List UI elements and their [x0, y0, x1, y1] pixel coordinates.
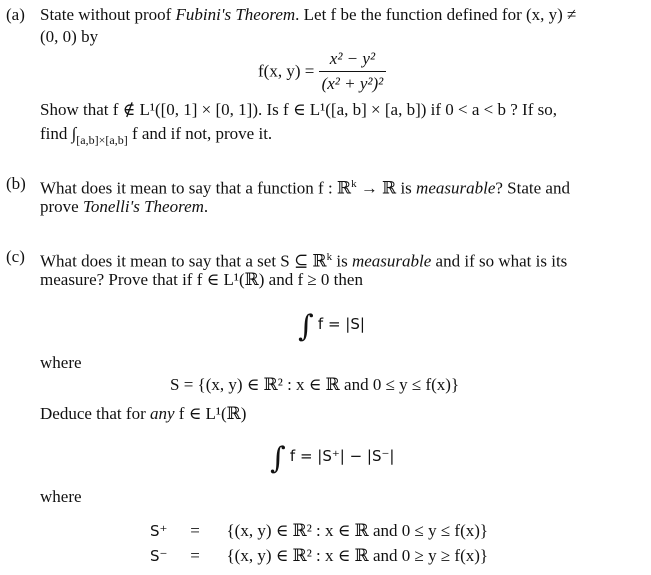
formula-f — [258, 48, 386, 95]
part-c-line1-mid: is — [332, 251, 352, 271]
s-plus-row — [150, 521, 488, 541]
formula-lhs: f(x, y) = — [258, 61, 315, 81]
set-s-definition: S = {(x, y) ∈ ℝ² : x ∈ ℝ and 0 ≤ y ≤ f(x)} — [170, 375, 460, 394]
part-a-line1-suffix: . Let f be the function defined for (x, y) ≠ — [295, 5, 577, 24]
formula-fraction — [319, 48, 387, 95]
equation-1-text: f = |S| — [317, 315, 365, 333]
equation-2-text: f = |S⁺| − |S⁻| — [289, 447, 395, 465]
part-b-line1-mid: → ℝ is — [356, 178, 417, 198]
part-b-line2-suffix: . — [203, 197, 209, 216]
integral-domain-subscript: [a,b]×[a,b] — [76, 133, 128, 147]
s-minus-rhs: {(x, y) ∈ ℝ² : x ∈ ℝ and 0 ≥ y ≥ f(x)} — [226, 546, 489, 565]
part-b-measurable: measurable — [416, 178, 496, 198]
part-b-line1 — [40, 174, 570, 199]
part-a-label: (a) — [6, 5, 25, 24]
part-a-line1-prefix: State without proof — [40, 5, 176, 24]
part-b-line1-suffix: ? State and — [495, 178, 570, 198]
deduce-suffix: f ∈ L¹(ℝ) — [174, 404, 247, 423]
part-a-line4 — [40, 124, 272, 150]
part-c-line2: measure? Prove that if f ∈ L¹(ℝ) and f ≥ 0 then — [40, 270, 363, 289]
part-b-line2-prefix: prove — [40, 197, 83, 216]
deduce-prefix: Deduce that for — [40, 404, 150, 423]
part-c-line1 — [40, 247, 567, 272]
s-plus-lhs: S⁺ — [150, 522, 168, 540]
equation-integral-f-equals-measure-s — [298, 306, 365, 345]
part-c-measurable: measurable — [351, 251, 432, 271]
integral-sign-2: ∫ — [270, 441, 286, 476]
where-2: where — [40, 487, 82, 506]
part-a-line3: Show that f ∉ L¹([0, 1] × [0, 1]). Is f ∈ L¹([a, b] × [a, b]) if 0 < a < b ? If so, — [40, 100, 557, 119]
formula-numerator: x² − y² — [329, 49, 376, 68]
part-b-line1-prefix: What does it mean to say that a function f : ℝ — [40, 178, 352, 198]
tonelli-theorem-name: Tonelli's Theorem — [82, 197, 204, 216]
part-b-sup-k: k — [351, 178, 357, 190]
integral-sign-1: ∫ — [298, 309, 314, 344]
s-minus-row — [150, 546, 488, 566]
part-a-line2: (0, 0) by — [40, 27, 99, 46]
s-minus-equals: = — [190, 546, 200, 565]
part-c-sup-k: k — [326, 251, 333, 263]
part-c-label: (c) — [6, 247, 25, 266]
fubini-theorem-name: Fubini's Theorem — [175, 5, 296, 24]
part-a-line4-rest: f and if not, prove it. — [127, 124, 273, 143]
part-b-label: (b) — [6, 174, 26, 193]
where-1: where — [40, 353, 82, 372]
part-a-line1 — [40, 5, 576, 25]
s-plus-rhs: {(x, y) ∈ ℝ² : x ∈ ℝ and 0 ≤ y ≤ f(x)} — [226, 521, 489, 540]
part-c-line1-suffix: and if so what is its — [431, 251, 568, 271]
part-a-find: find ∫ — [40, 124, 77, 143]
deduce-line — [40, 404, 246, 424]
deduce-any: any — [149, 404, 175, 423]
part-c-line1-prefix: What does it mean to say that a set S ⊆ ℝ — [40, 251, 327, 271]
equation-integral-f-equals-difference — [270, 438, 394, 477]
part-b-line2 — [40, 197, 208, 217]
s-plus-equals: = — [190, 521, 200, 540]
formula-denominator: (x² + y²)² — [319, 71, 387, 95]
s-minus-lhs: S⁻ — [150, 547, 168, 565]
